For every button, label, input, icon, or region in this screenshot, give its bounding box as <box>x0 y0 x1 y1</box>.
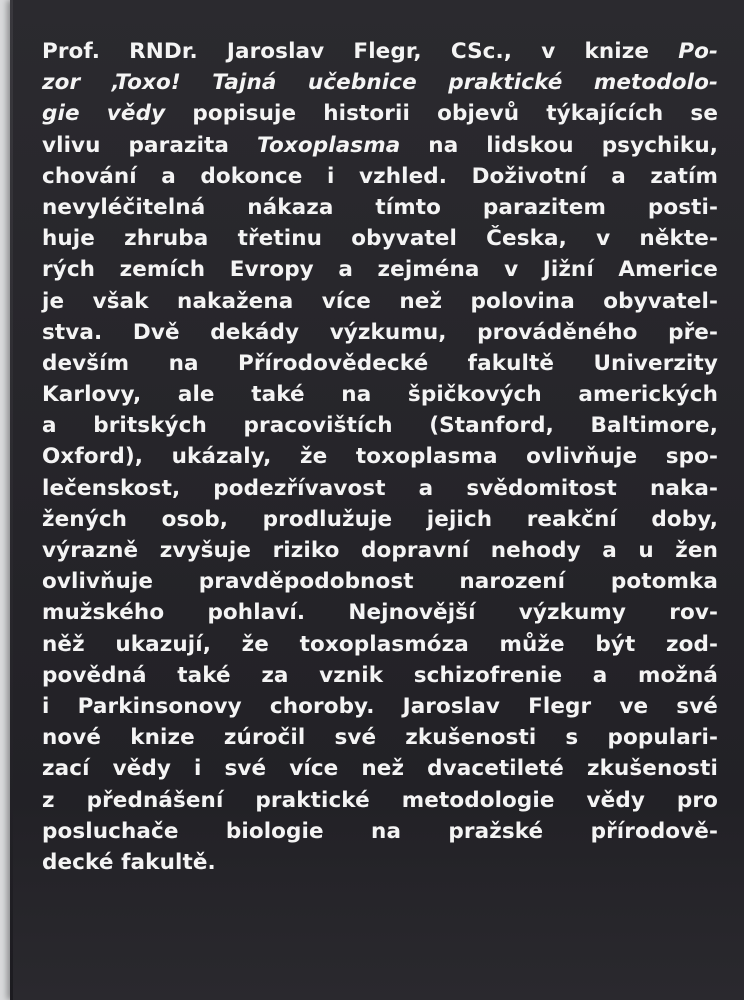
blurb-line <box>42 629 718 660</box>
blurb-line <box>42 286 718 317</box>
blurb-line <box>42 473 718 504</box>
blurb-segment: popisuje historii objevů týkajících se <box>165 101 718 127</box>
blurb-line <box>42 535 718 566</box>
blurb-segment: z přednášení praktické metodologie vědy pro <box>42 787 718 813</box>
blurb-line <box>42 660 718 691</box>
blurb-line <box>42 847 718 878</box>
blurb-segment: na lidskou psychiku, <box>400 132 718 158</box>
blurb-segment: je však nakažena více než polovina obyvatel- <box>42 288 718 314</box>
blurb-segment: vlivu parazita <box>42 132 258 158</box>
blurb-line <box>42 67 718 98</box>
blurb-line <box>42 504 718 535</box>
blurb-line <box>42 816 718 847</box>
blurb-line <box>42 379 718 410</box>
blurb-line <box>42 722 718 753</box>
blurb-line <box>42 691 718 722</box>
blurb-line <box>42 785 718 816</box>
blurb-segment: posluchače biologie na pražské přírodově- <box>42 818 718 844</box>
blurb-line <box>42 753 718 784</box>
blurb-line <box>42 223 718 254</box>
blurb-segment: ovlivňuje pravděpodobnost narození potomka <box>42 569 718 595</box>
blurb-italic-segment: Toxoplasma <box>257 132 401 158</box>
blurb-italic-segment: zor ‚Toxo! Tajná učebnice praktické metodolo- <box>42 70 718 96</box>
blurb-segment: rých zemích Evropy a zejména v Jižní Americe <box>42 257 718 283</box>
blurb-segment: a britských pracovištích (Stanford, Baltimore, <box>42 413 718 439</box>
blurb-segment: mužského pohlaví. Nejnovější výzkumy rov- <box>42 600 718 626</box>
blurb-segment: i Parkinsonovy choroby. Jaroslav Flegr ve své <box>42 693 718 719</box>
blurb-italic-segment: gie vědy <box>42 101 166 127</box>
blurb-line <box>42 566 718 597</box>
blurb-segment: nové knize zúročil své zkušenosti s populari- <box>42 725 718 751</box>
blurb-segment: huje zhruba třetinu obyvatel Česka, v někte- <box>42 226 718 252</box>
blurb-line <box>42 192 718 223</box>
blurb-segment: devším na Přírodovědecké fakultě Univerzity <box>42 350 718 376</box>
blurb-segment: nevyléčitelná nákaza tímto parazitem posti- <box>42 194 718 220</box>
blurb-line <box>42 36 718 67</box>
blurb-line <box>42 161 718 192</box>
blurb-segment: decké fakultě. <box>42 849 216 875</box>
blurb-line <box>42 410 718 441</box>
blurb-line <box>42 130 718 161</box>
blurb-text <box>42 36 718 878</box>
blurb-segment: žených osob, prodlužuje jejich reakční doby, <box>42 506 718 532</box>
blurb-segment: Karlovy, ale také na špičkových amerických <box>42 382 718 408</box>
blurb-segment: Prof. RNDr. Jaroslav Flegr, CSc., v knize <box>42 39 679 64</box>
blurb-italic-segment: Po- <box>678 39 718 64</box>
cover-edge <box>10 0 13 1000</box>
blurb-line <box>42 348 718 379</box>
blurb-segment: chování a dokonce i vzhled. Doživotní a zatím <box>42 163 718 189</box>
blurb-line <box>42 441 718 472</box>
blurb-segment: výrazně zvyšuje riziko dopravní nehody a u žen <box>42 538 718 563</box>
blurb-segment: povědná také za vznik schizofrenie a možná <box>42 662 718 688</box>
blurb-segment: stva. Dvě dekády výzkumu, prováděného pře- <box>42 319 718 345</box>
blurb-line <box>42 317 718 348</box>
blurb-segment: lečenskost, podezřívavost a svědomitost naka- <box>42 475 718 501</box>
blurb-segment: Oxford), ukázaly, že toxoplasma ovlivňuje spo- <box>42 444 718 470</box>
blurb-segment: zací vědy i své více než dvacetileté zkušenosti <box>42 756 718 782</box>
blurb-line <box>42 597 718 628</box>
book-back-cover <box>10 0 744 1000</box>
blurb-line <box>42 98 718 129</box>
blurb-segment: něž ukazují, že toxoplasmóza může být zod- <box>42 631 718 657</box>
blurb-line <box>42 254 718 285</box>
